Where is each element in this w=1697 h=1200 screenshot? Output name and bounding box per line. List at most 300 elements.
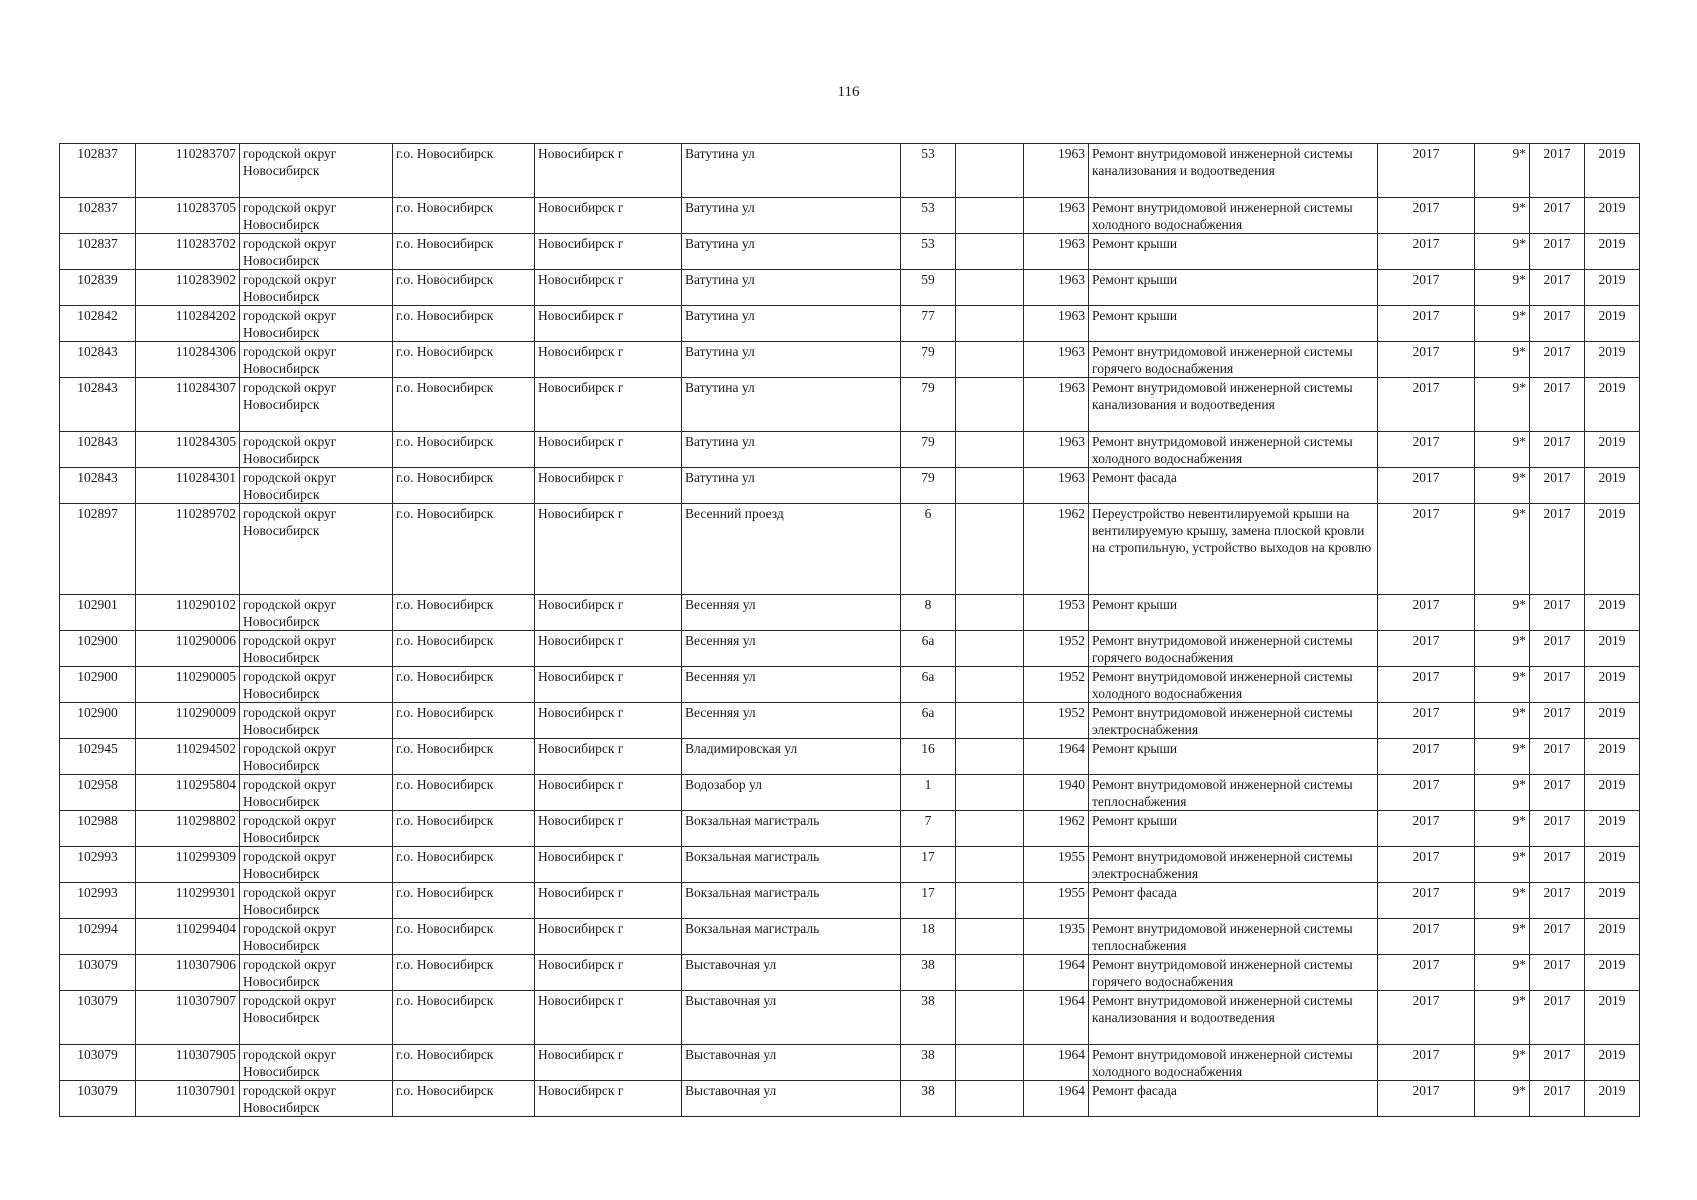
table-row <box>60 739 1640 775</box>
cell-building <box>956 198 1024 234</box>
cell-work-type: Ремонт внутридомовой инженерной системы горячего водоснабжения <box>1089 342 1378 378</box>
cell-street: Ватутина ул <box>682 342 901 378</box>
cell-house-number: 53 <box>901 198 956 234</box>
cell-building <box>956 270 1024 306</box>
cell-district: городской округ Новосибирск <box>240 342 393 378</box>
cell-plan-year: 2017 <box>1378 270 1475 306</box>
cell-start-year: 2017 <box>1530 631 1585 667</box>
cell-city: Новосибирск г <box>535 739 682 775</box>
cell-district: городской округ Новосибирск <box>240 811 393 847</box>
table-row <box>60 198 1640 234</box>
cell-work-code: 110283902 <box>136 270 240 306</box>
cell-plan-year: 2017 <box>1378 631 1475 667</box>
cell-start-year: 2017 <box>1530 919 1585 955</box>
cell-city: Новосибирск г <box>535 811 682 847</box>
cell-street: Весенняя ул <box>682 631 901 667</box>
cell-street: Ватутина ул <box>682 432 901 468</box>
cell-district: городской округ Новосибирск <box>240 378 393 432</box>
cell-street: Водозабор ул <box>682 775 901 811</box>
table-row <box>60 955 1640 991</box>
cell-start-year: 2017 <box>1530 595 1585 631</box>
cell-object-id: 102900 <box>60 631 136 667</box>
cell-start-year: 2017 <box>1530 378 1585 432</box>
cell-start-year: 2017 <box>1530 775 1585 811</box>
cell-municipality: г.о. Новосибирск <box>393 991 535 1045</box>
cell-priority: 9* <box>1475 811 1530 847</box>
cell-priority: 9* <box>1475 847 1530 883</box>
cell-city: Новосибирск г <box>535 432 682 468</box>
cell-start-year: 2017 <box>1530 306 1585 342</box>
cell-priority: 9* <box>1475 1045 1530 1081</box>
cell-city: Новосибирск г <box>535 270 682 306</box>
cell-start-year: 2017 <box>1530 144 1585 198</box>
cell-municipality: г.о. Новосибирск <box>393 847 535 883</box>
cell-street: Ватутина ул <box>682 378 901 432</box>
cell-house-number: 8 <box>901 595 956 631</box>
cell-object-id: 102842 <box>60 306 136 342</box>
cell-priority: 9* <box>1475 667 1530 703</box>
cell-municipality: г.о. Новосибирск <box>393 811 535 847</box>
cell-street: Выставочная ул <box>682 1045 901 1081</box>
cell-city: Новосибирск г <box>535 991 682 1045</box>
cell-end-year: 2019 <box>1585 919 1640 955</box>
cell-municipality: г.о. Новосибирск <box>393 468 535 504</box>
cell-work-type: Ремонт крыши <box>1089 270 1378 306</box>
cell-end-year: 2019 <box>1585 432 1640 468</box>
cell-work-code: 110290009 <box>136 703 240 739</box>
cell-plan-year: 2017 <box>1378 234 1475 270</box>
cell-build-year: 1962 <box>1024 504 1089 595</box>
cell-district: городской округ Новосибирск <box>240 883 393 919</box>
cell-plan-year: 2017 <box>1378 144 1475 198</box>
cell-building <box>956 378 1024 432</box>
cell-municipality: г.о. Новосибирск <box>393 342 535 378</box>
cell-priority: 9* <box>1475 703 1530 739</box>
cell-work-code: 110289702 <box>136 504 240 595</box>
cell-building <box>956 775 1024 811</box>
cell-work-type: Переустройство невентилируемой крыши на вентилируемую крышу, замена плоской кровли на стропильную, устройство выходов на кровлю <box>1089 504 1378 595</box>
cell-house-number: 79 <box>901 342 956 378</box>
cell-work-type: Ремонт крыши <box>1089 234 1378 270</box>
cell-priority: 9* <box>1475 595 1530 631</box>
cell-object-id: 102900 <box>60 667 136 703</box>
cell-building <box>956 955 1024 991</box>
cell-priority: 9* <box>1475 631 1530 667</box>
cell-priority: 9* <box>1475 342 1530 378</box>
cell-district: городской округ Новосибирск <box>240 775 393 811</box>
cell-street: Выставочная ул <box>682 991 901 1045</box>
cell-build-year: 1963 <box>1024 198 1089 234</box>
cell-district: городской округ Новосибирск <box>240 595 393 631</box>
cell-work-type: Ремонт фасада <box>1089 1081 1378 1117</box>
cell-work-code: 110299301 <box>136 883 240 919</box>
cell-end-year: 2019 <box>1585 991 1640 1045</box>
cell-house-number: 6а <box>901 703 956 739</box>
cell-work-code: 110284305 <box>136 432 240 468</box>
cell-house-number: 79 <box>901 378 956 432</box>
cell-end-year: 2019 <box>1585 703 1640 739</box>
cell-house-number: 77 <box>901 306 956 342</box>
table-row <box>60 468 1640 504</box>
cell-priority: 9* <box>1475 883 1530 919</box>
table-row <box>60 1081 1640 1117</box>
cell-building <box>956 144 1024 198</box>
cell-plan-year: 2017 <box>1378 883 1475 919</box>
cell-priority: 9* <box>1475 270 1530 306</box>
cell-street: Весенняя ул <box>682 667 901 703</box>
cell-building <box>956 306 1024 342</box>
table-row <box>60 703 1640 739</box>
cell-end-year: 2019 <box>1585 847 1640 883</box>
cell-end-year: 2019 <box>1585 631 1640 667</box>
cell-street: Владимировская ул <box>682 739 901 775</box>
cell-build-year: 1952 <box>1024 667 1089 703</box>
cell-municipality: г.о. Новосибирск <box>393 378 535 432</box>
cell-priority: 9* <box>1475 432 1530 468</box>
cell-city: Новосибирск г <box>535 667 682 703</box>
cell-end-year: 2019 <box>1585 378 1640 432</box>
cell-end-year: 2019 <box>1585 270 1640 306</box>
cell-district: городской округ Новосибирск <box>240 504 393 595</box>
cell-priority: 9* <box>1475 468 1530 504</box>
cell-street: Выставочная ул <box>682 1081 901 1117</box>
table-row <box>60 504 1640 595</box>
cell-house-number: 1 <box>901 775 956 811</box>
cell-work-code: 110283705 <box>136 198 240 234</box>
cell-build-year: 1952 <box>1024 631 1089 667</box>
cell-build-year: 1963 <box>1024 378 1089 432</box>
cell-object-id: 102837 <box>60 198 136 234</box>
cell-city: Новосибирск г <box>535 306 682 342</box>
cell-end-year: 2019 <box>1585 667 1640 703</box>
cell-house-number: 17 <box>901 847 956 883</box>
cell-house-number: 38 <box>901 1081 956 1117</box>
cell-start-year: 2017 <box>1530 703 1585 739</box>
cell-municipality: г.о. Новосибирск <box>393 198 535 234</box>
cell-priority: 9* <box>1475 991 1530 1045</box>
cell-municipality: г.о. Новосибирск <box>393 883 535 919</box>
cell-object-id: 102839 <box>60 270 136 306</box>
table-row <box>60 270 1640 306</box>
cell-plan-year: 2017 <box>1378 468 1475 504</box>
table-row <box>60 342 1640 378</box>
cell-house-number: 53 <box>901 144 956 198</box>
cell-work-type: Ремонт внутридомовой инженерной системы холодного водоснабжения <box>1089 432 1378 468</box>
cell-building <box>956 432 1024 468</box>
cell-street: Вокзальная магистраль <box>682 883 901 919</box>
cell-municipality: г.о. Новосибирск <box>393 955 535 991</box>
cell-work-code: 110290102 <box>136 595 240 631</box>
cell-city: Новосибирск г <box>535 342 682 378</box>
cell-plan-year: 2017 <box>1378 306 1475 342</box>
cell-build-year: 1935 <box>1024 919 1089 955</box>
cell-city: Новосибирск г <box>535 234 682 270</box>
cell-object-id: 102837 <box>60 144 136 198</box>
cell-plan-year: 2017 <box>1378 342 1475 378</box>
cell-house-number: 18 <box>901 919 956 955</box>
table-row <box>60 144 1640 198</box>
cell-municipality: г.о. Новосибирск <box>393 504 535 595</box>
table-row <box>60 919 1640 955</box>
cell-build-year: 1955 <box>1024 883 1089 919</box>
cell-end-year: 2019 <box>1585 504 1640 595</box>
cell-object-id: 102958 <box>60 775 136 811</box>
cell-start-year: 2017 <box>1530 667 1585 703</box>
cell-priority: 9* <box>1475 739 1530 775</box>
cell-house-number: 79 <box>901 432 956 468</box>
cell-plan-year: 2017 <box>1378 991 1475 1045</box>
cell-end-year: 2019 <box>1585 1045 1640 1081</box>
cell-build-year: 1964 <box>1024 991 1089 1045</box>
cell-end-year: 2019 <box>1585 775 1640 811</box>
cell-municipality: г.о. Новосибирск <box>393 234 535 270</box>
cell-plan-year: 2017 <box>1378 847 1475 883</box>
cell-street: Вокзальная магистраль <box>682 919 901 955</box>
cell-municipality: г.о. Новосибирск <box>393 667 535 703</box>
cell-district: городской округ Новосибирск <box>240 270 393 306</box>
cell-municipality: г.о. Новосибирск <box>393 703 535 739</box>
cell-plan-year: 2017 <box>1378 198 1475 234</box>
repair-registry-table <box>59 143 1640 1117</box>
cell-building <box>956 468 1024 504</box>
cell-work-code: 110284307 <box>136 378 240 432</box>
cell-work-code: 110295804 <box>136 775 240 811</box>
table-row <box>60 432 1640 468</box>
cell-work-code: 110307906 <box>136 955 240 991</box>
cell-start-year: 2017 <box>1530 955 1585 991</box>
cell-district: городской округ Новосибирск <box>240 198 393 234</box>
cell-district: городской округ Новосибирск <box>240 703 393 739</box>
cell-building <box>956 847 1024 883</box>
cell-city: Новосибирск г <box>535 468 682 504</box>
cell-build-year: 1962 <box>1024 811 1089 847</box>
cell-street: Ватутина ул <box>682 234 901 270</box>
cell-end-year: 2019 <box>1585 955 1640 991</box>
cell-municipality: г.о. Новосибирск <box>393 144 535 198</box>
cell-build-year: 1963 <box>1024 234 1089 270</box>
cell-build-year: 1963 <box>1024 270 1089 306</box>
cell-priority: 9* <box>1475 919 1530 955</box>
cell-object-id: 102901 <box>60 595 136 631</box>
cell-plan-year: 2017 <box>1378 775 1475 811</box>
cell-district: городской округ Новосибирск <box>240 1081 393 1117</box>
table-row <box>60 595 1640 631</box>
table-row <box>60 378 1640 432</box>
table-row <box>60 631 1640 667</box>
cell-work-type: Ремонт внутридомовой инженерной системы холодного водоснабжения <box>1089 667 1378 703</box>
cell-start-year: 2017 <box>1530 1081 1585 1117</box>
cell-work-type: Ремонт крыши <box>1089 811 1378 847</box>
cell-work-type: Ремонт внутридомовой инженерной системы электроснабжения <box>1089 703 1378 739</box>
cell-start-year: 2017 <box>1530 991 1585 1045</box>
cell-build-year: 1963 <box>1024 342 1089 378</box>
cell-building <box>956 919 1024 955</box>
cell-priority: 9* <box>1475 306 1530 342</box>
cell-build-year: 1963 <box>1024 144 1089 198</box>
table-row <box>60 847 1640 883</box>
cell-building <box>956 504 1024 595</box>
cell-house-number: 79 <box>901 468 956 504</box>
cell-build-year: 1963 <box>1024 468 1089 504</box>
cell-build-year: 1964 <box>1024 1045 1089 1081</box>
cell-plan-year: 2017 <box>1378 667 1475 703</box>
cell-priority: 9* <box>1475 234 1530 270</box>
cell-street: Вокзальная магистраль <box>682 847 901 883</box>
cell-start-year: 2017 <box>1530 270 1585 306</box>
cell-end-year: 2019 <box>1585 234 1640 270</box>
cell-city: Новосибирск г <box>535 198 682 234</box>
cell-work-code: 110283707 <box>136 144 240 198</box>
cell-work-type: Ремонт внутридомовой инженерной системы теплоснабжения <box>1089 775 1378 811</box>
cell-end-year: 2019 <box>1585 1081 1640 1117</box>
cell-priority: 9* <box>1475 504 1530 595</box>
page-number: 116 <box>837 84 860 100</box>
cell-work-code: 110299404 <box>136 919 240 955</box>
cell-start-year: 2017 <box>1530 1045 1585 1081</box>
cell-build-year: 1955 <box>1024 847 1089 883</box>
cell-plan-year: 2017 <box>1378 919 1475 955</box>
cell-building <box>956 991 1024 1045</box>
cell-work-type: Ремонт крыши <box>1089 306 1378 342</box>
cell-district: городской округ Новосибирск <box>240 955 393 991</box>
cell-work-type: Ремонт внутридомовой инженерной системы электроснабжения <box>1089 847 1378 883</box>
cell-end-year: 2019 <box>1585 739 1640 775</box>
cell-city: Новосибирск г <box>535 144 682 198</box>
cell-district: городской округ Новосибирск <box>240 432 393 468</box>
cell-work-code: 110307907 <box>136 991 240 1045</box>
cell-priority: 9* <box>1475 198 1530 234</box>
cell-district: городской округ Новосибирск <box>240 919 393 955</box>
cell-street: Ватутина ул <box>682 198 901 234</box>
cell-plan-year: 2017 <box>1378 703 1475 739</box>
table-row <box>60 883 1640 919</box>
cell-district: городской округ Новосибирск <box>240 667 393 703</box>
cell-object-id: 102843 <box>60 468 136 504</box>
cell-object-id: 102843 <box>60 378 136 432</box>
cell-city: Новосибирск г <box>535 378 682 432</box>
cell-object-id: 103079 <box>60 1081 136 1117</box>
cell-street: Ватутина ул <box>682 468 901 504</box>
table-body <box>60 144 1640 1117</box>
cell-building <box>956 1081 1024 1117</box>
cell-end-year: 2019 <box>1585 342 1640 378</box>
cell-street: Вокзальная магистраль <box>682 811 901 847</box>
cell-city: Новосибирск г <box>535 504 682 595</box>
cell-house-number: 38 <box>901 1045 956 1081</box>
cell-building <box>956 703 1024 739</box>
cell-plan-year: 2017 <box>1378 955 1475 991</box>
cell-end-year: 2019 <box>1585 595 1640 631</box>
cell-street: Ватутина ул <box>682 144 901 198</box>
cell-start-year: 2017 <box>1530 739 1585 775</box>
cell-plan-year: 2017 <box>1378 504 1475 595</box>
cell-house-number: 38 <box>901 991 956 1045</box>
cell-building <box>956 739 1024 775</box>
cell-city: Новосибирск г <box>535 595 682 631</box>
cell-building <box>956 1045 1024 1081</box>
cell-build-year: 1953 <box>1024 595 1089 631</box>
cell-building <box>956 595 1024 631</box>
table-row <box>60 667 1640 703</box>
cell-district: городской округ Новосибирск <box>240 306 393 342</box>
cell-start-year: 2017 <box>1530 811 1585 847</box>
cell-object-id: 102843 <box>60 432 136 468</box>
cell-object-id: 102843 <box>60 342 136 378</box>
cell-municipality: г.о. Новосибирск <box>393 631 535 667</box>
cell-end-year: 2019 <box>1585 306 1640 342</box>
cell-city: Новосибирск г <box>535 883 682 919</box>
cell-end-year: 2019 <box>1585 198 1640 234</box>
cell-street: Ватутина ул <box>682 270 901 306</box>
table-row <box>60 306 1640 342</box>
cell-house-number: 59 <box>901 270 956 306</box>
cell-end-year: 2019 <box>1585 811 1640 847</box>
cell-work-type: Ремонт внутридомовой инженерной системы теплоснабжения <box>1089 919 1378 955</box>
cell-plan-year: 2017 <box>1378 1045 1475 1081</box>
cell-municipality: г.о. Новосибирск <box>393 306 535 342</box>
cell-street: Весенняя ул <box>682 595 901 631</box>
cell-municipality: г.о. Новосибирск <box>393 1081 535 1117</box>
table-row <box>60 234 1640 270</box>
cell-work-type: Ремонт внутридомовой инженерной системы холодного водоснабжения <box>1089 1045 1378 1081</box>
cell-city: Новосибирск г <box>535 847 682 883</box>
cell-object-id: 103079 <box>60 991 136 1045</box>
cell-house-number: 17 <box>901 883 956 919</box>
cell-build-year: 1963 <box>1024 432 1089 468</box>
cell-district: городской округ Новосибирск <box>240 468 393 504</box>
cell-object-id: 102994 <box>60 919 136 955</box>
cell-district: городской округ Новосибирск <box>240 234 393 270</box>
cell-house-number: 6 <box>901 504 956 595</box>
cell-work-type: Ремонт внутридомовой инженерной системы холодного водоснабжения <box>1089 198 1378 234</box>
cell-object-id: 103079 <box>60 955 136 991</box>
cell-work-type: Ремонт крыши <box>1089 595 1378 631</box>
cell-house-number: 53 <box>901 234 956 270</box>
cell-work-type: Ремонт фасада <box>1089 883 1378 919</box>
cell-work-type: Ремонт фасада <box>1089 468 1378 504</box>
cell-work-code: 110290006 <box>136 631 240 667</box>
cell-work-code: 110298802 <box>136 811 240 847</box>
cell-priority: 9* <box>1475 955 1530 991</box>
cell-plan-year: 2017 <box>1378 432 1475 468</box>
cell-work-code: 110283702 <box>136 234 240 270</box>
cell-start-year: 2017 <box>1530 468 1585 504</box>
cell-plan-year: 2017 <box>1378 739 1475 775</box>
cell-city: Новосибирск г <box>535 631 682 667</box>
cell-work-type: Ремонт внутридомовой инженерной системы горячего водоснабжения <box>1089 631 1378 667</box>
cell-build-year: 1952 <box>1024 703 1089 739</box>
cell-work-code: 110299309 <box>136 847 240 883</box>
cell-build-year: 1963 <box>1024 306 1089 342</box>
cell-house-number: 6а <box>901 631 956 667</box>
cell-work-code: 110284301 <box>136 468 240 504</box>
cell-city: Новосибирск г <box>535 1081 682 1117</box>
table-row <box>60 1045 1640 1081</box>
cell-city: Новосибирск г <box>535 955 682 991</box>
cell-house-number: 38 <box>901 955 956 991</box>
cell-build-year: 1940 <box>1024 775 1089 811</box>
cell-start-year: 2017 <box>1530 847 1585 883</box>
cell-priority: 9* <box>1475 1081 1530 1117</box>
table-row <box>60 811 1640 847</box>
cell-municipality: г.о. Новосибирск <box>393 1045 535 1081</box>
cell-priority: 9* <box>1475 775 1530 811</box>
cell-build-year: 1964 <box>1024 1081 1089 1117</box>
cell-start-year: 2017 <box>1530 342 1585 378</box>
cell-municipality: г.о. Новосибирск <box>393 270 535 306</box>
cell-object-id: 103079 <box>60 1045 136 1081</box>
cell-building <box>956 883 1024 919</box>
